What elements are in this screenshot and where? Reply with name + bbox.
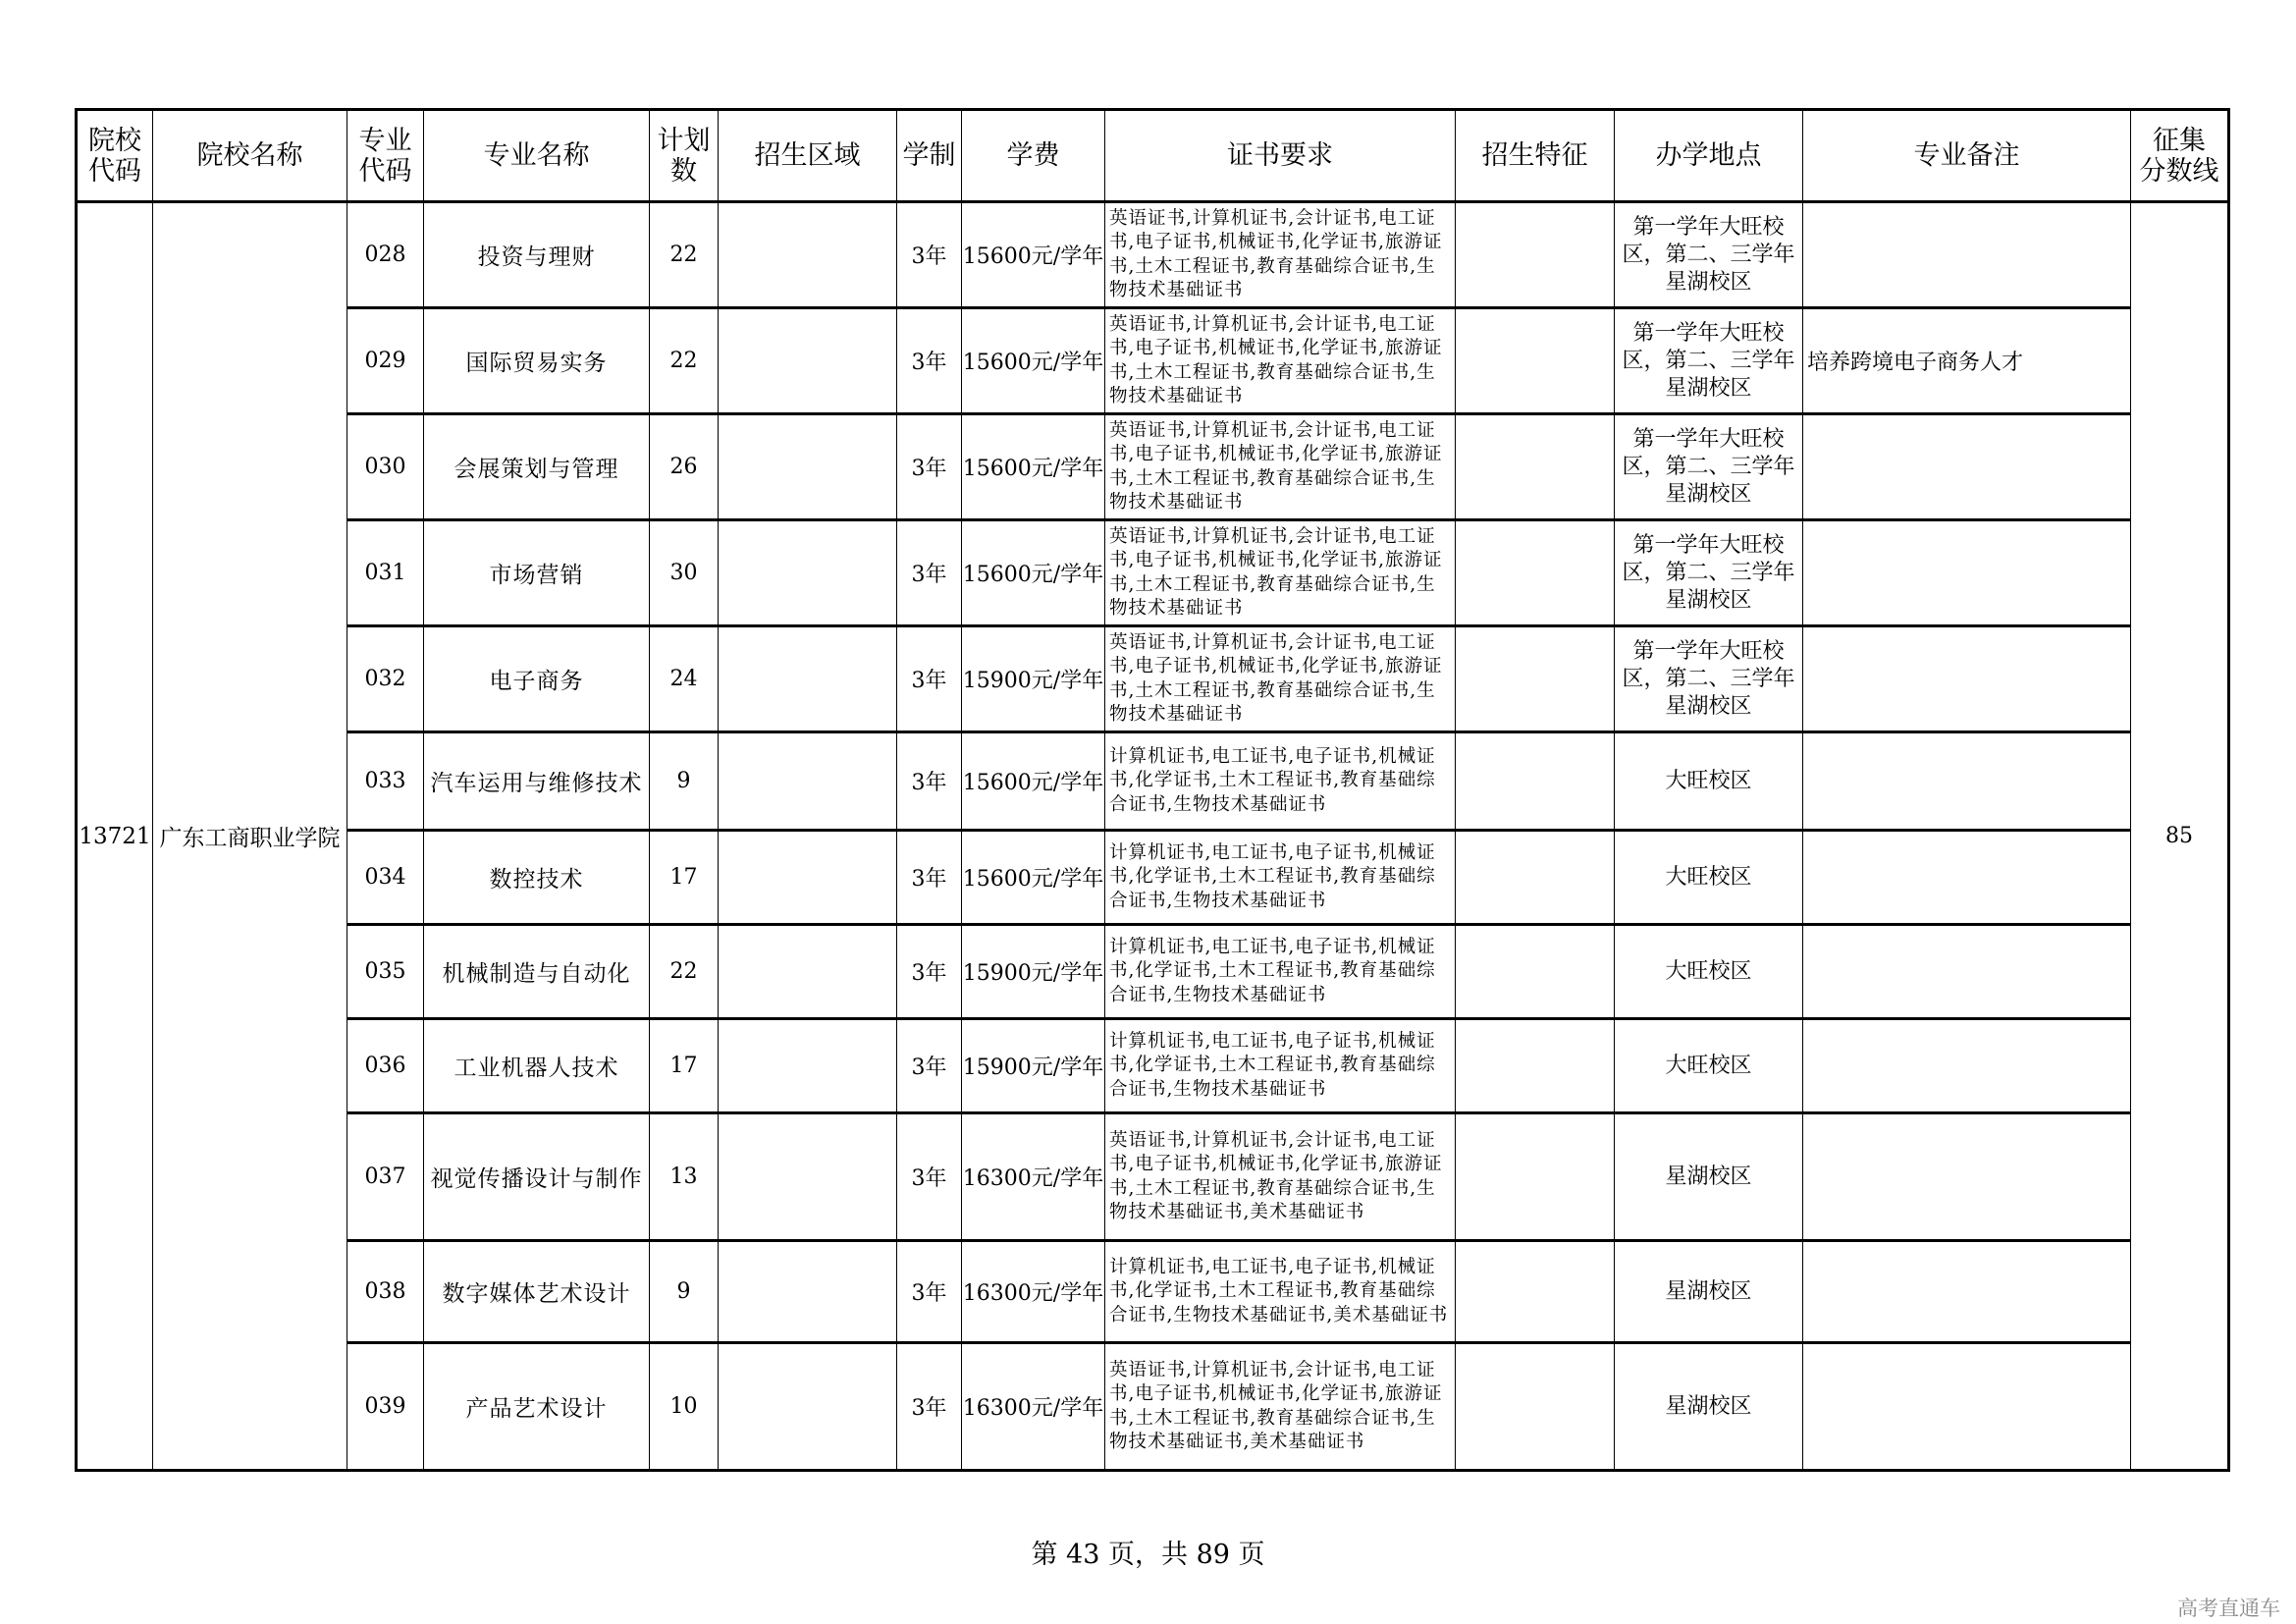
duration-cell: 3年 bbox=[897, 520, 962, 626]
tuition-cell: 15600元/学年 bbox=[962, 732, 1105, 831]
certificate-cell: 计算机证书,电工证书,电子证书,机械证书,化学证书,土木工程证书,教育基础综合证书,生物技术基础证书 bbox=[1105, 732, 1456, 831]
location-cell: 第一学年大旺校区，第二、三学年星湖校区 bbox=[1615, 202, 1803, 308]
table-row bbox=[77, 202, 2229, 308]
note-cell bbox=[1803, 831, 2131, 925]
region-cell bbox=[719, 732, 897, 831]
major-code-cell: 037 bbox=[347, 1113, 424, 1241]
tuition-cell: 15900元/学年 bbox=[962, 1019, 1105, 1113]
certificate-cell: 英语证书,计算机证书,会计证书,电工证书,电子证书,机械证书,化学证书,旅游证书,土木工程证书,教育基础综合证书,生物技术基础证书 bbox=[1105, 520, 1456, 626]
major-name-cell: 国际贸易实务 bbox=[424, 308, 650, 414]
note-cell bbox=[1803, 1343, 2131, 1471]
note-cell bbox=[1803, 202, 2131, 308]
major-code-cell: 036 bbox=[347, 1019, 424, 1113]
feature-cell bbox=[1456, 414, 1615, 520]
note-cell bbox=[1803, 1019, 2131, 1113]
major-name-cell: 会展策划与管理 bbox=[424, 414, 650, 520]
duration-cell: 3年 bbox=[897, 1241, 962, 1343]
major-name-cell: 视觉传播设计与制作 bbox=[424, 1113, 650, 1241]
certificate-cell: 英语证书,计算机证书,会计证书,电工证书,电子证书,机械证书,化学证书,旅游证书,土木工程证书,教育基础综合证书,生物技术基础证书 bbox=[1105, 202, 1456, 308]
plan-count-cell: 30 bbox=[650, 520, 719, 626]
major-code-cell: 034 bbox=[347, 831, 424, 925]
feature-cell bbox=[1456, 202, 1615, 308]
location-cell: 第一学年大旺校区，第二、三学年星湖校区 bbox=[1615, 520, 1803, 626]
major-code-cell: 033 bbox=[347, 732, 424, 831]
table-row bbox=[77, 1241, 2229, 1343]
table-row bbox=[77, 414, 2229, 520]
header-location: 办学地点 bbox=[1615, 110, 1803, 202]
note-cell bbox=[1803, 520, 2131, 626]
feature-cell bbox=[1456, 831, 1615, 925]
duration-cell: 3年 bbox=[897, 1343, 962, 1471]
feature-cell bbox=[1456, 626, 1615, 732]
certificate-cell: 英语证书,计算机证书,会计证书,电工证书,电子证书,机械证书,化学证书,旅游证书,土木工程证书,教育基础综合证书,生物技术基础证书 bbox=[1105, 308, 1456, 414]
location-cell: 大旺校区 bbox=[1615, 1019, 1803, 1113]
feature-cell bbox=[1456, 520, 1615, 626]
table-row bbox=[77, 732, 2229, 831]
plan-count-cell: 22 bbox=[650, 925, 719, 1019]
tuition-cell: 15900元/学年 bbox=[962, 925, 1105, 1019]
header-major-name: 专业名称 bbox=[424, 110, 650, 202]
region-cell bbox=[719, 925, 897, 1019]
major-code-cell: 032 bbox=[347, 626, 424, 732]
table-body bbox=[77, 202, 2229, 1471]
major-name-cell: 数控技术 bbox=[424, 831, 650, 925]
enrollment-table bbox=[75, 108, 2230, 1472]
header-cutoff: 征集 分数线 bbox=[2131, 110, 2229, 202]
note-cell bbox=[1803, 1113, 2131, 1241]
location-cell: 第一学年大旺校区，第二、三学年星湖校区 bbox=[1615, 414, 1803, 520]
plan-count-cell: 22 bbox=[650, 308, 719, 414]
tuition-cell: 15600元/学年 bbox=[962, 308, 1105, 414]
header-feature: 招生特征 bbox=[1456, 110, 1615, 202]
tuition-cell: 15600元/学年 bbox=[962, 831, 1105, 925]
cutoff-cell: 85 bbox=[2131, 202, 2229, 1471]
region-cell bbox=[719, 626, 897, 732]
note-cell bbox=[1803, 626, 2131, 732]
duration-cell: 3年 bbox=[897, 732, 962, 831]
header-certificate: 证书要求 bbox=[1105, 110, 1456, 202]
table-row bbox=[77, 626, 2229, 732]
location-cell: 星湖校区 bbox=[1615, 1241, 1803, 1343]
table-row bbox=[77, 1343, 2229, 1471]
region-cell bbox=[719, 414, 897, 520]
plan-count-cell: 9 bbox=[650, 732, 719, 831]
tuition-cell: 16300元/学年 bbox=[962, 1241, 1105, 1343]
major-name-cell: 市场营销 bbox=[424, 520, 650, 626]
feature-cell bbox=[1456, 1113, 1615, 1241]
header-plan-count: 计划 数 bbox=[650, 110, 719, 202]
table-row bbox=[77, 1019, 2229, 1113]
school-name-cell: 广东工商职业学院 bbox=[153, 202, 347, 1471]
plan-count-cell: 13 bbox=[650, 1113, 719, 1241]
certificate-cell: 计算机证书,电工证书,电子证书,机械证书,化学证书,土木工程证书,教育基础综合证书,生物技术基础证书 bbox=[1105, 1019, 1456, 1113]
header-major-code: 专业 代码 bbox=[347, 110, 424, 202]
major-name-cell: 数字媒体艺术设计 bbox=[424, 1241, 650, 1343]
location-cell: 大旺校区 bbox=[1615, 732, 1803, 831]
feature-cell bbox=[1456, 1241, 1615, 1343]
note-cell bbox=[1803, 925, 2131, 1019]
table-row bbox=[77, 1113, 2229, 1241]
header-note: 专业备注 bbox=[1803, 110, 2131, 202]
duration-cell: 3年 bbox=[897, 308, 962, 414]
major-code-cell: 028 bbox=[347, 202, 424, 308]
plan-count-cell: 9 bbox=[650, 1241, 719, 1343]
certificate-cell: 英语证书,计算机证书,会计证书,电工证书,电子证书,机械证书,化学证书,旅游证书,土木工程证书,教育基础综合证书,生物技术基础证书 bbox=[1105, 414, 1456, 520]
tuition-cell: 15600元/学年 bbox=[962, 202, 1105, 308]
location-cell: 第一学年大旺校区，第二、三学年星湖校区 bbox=[1615, 308, 1803, 414]
feature-cell bbox=[1456, 1019, 1615, 1113]
region-cell bbox=[719, 202, 897, 308]
location-cell: 大旺校区 bbox=[1615, 925, 1803, 1019]
header-school-name: 院校名称 bbox=[153, 110, 347, 202]
tuition-cell: 15900元/学年 bbox=[962, 626, 1105, 732]
major-code-cell: 029 bbox=[347, 308, 424, 414]
tuition-cell: 16300元/学年 bbox=[962, 1343, 1105, 1471]
certificate-cell: 计算机证书,电工证书,电子证书,机械证书,化学证书,土木工程证书,教育基础综合证书,生物技术基础证书 bbox=[1105, 925, 1456, 1019]
major-code-cell: 030 bbox=[347, 414, 424, 520]
duration-cell: 3年 bbox=[897, 202, 962, 308]
page-footer: 第 43 页，共 89 页 bbox=[1031, 1540, 1265, 1570]
region-cell bbox=[719, 1241, 897, 1343]
certificate-cell: 英语证书,计算机证书,会计证书,电工证书,电子证书,机械证书,化学证书,旅游证书,土木工程证书,教育基础综合证书,生物技术基础证书,美术基础证书 bbox=[1105, 1113, 1456, 1241]
header-tuition: 学费 bbox=[962, 110, 1105, 202]
table-row bbox=[77, 925, 2229, 1019]
plan-count-cell: 22 bbox=[650, 202, 719, 308]
duration-cell: 3年 bbox=[897, 1113, 962, 1241]
major-code-cell: 035 bbox=[347, 925, 424, 1019]
major-code-cell: 038 bbox=[347, 1241, 424, 1343]
watermark: 高考直通车 bbox=[2177, 1597, 2280, 1620]
region-cell bbox=[719, 1343, 897, 1471]
location-cell: 星湖校区 bbox=[1615, 1343, 1803, 1471]
major-code-cell: 031 bbox=[347, 520, 424, 626]
plan-count-cell: 26 bbox=[650, 414, 719, 520]
feature-cell bbox=[1456, 1343, 1615, 1471]
certificate-cell: 英语证书,计算机证书,会计证书,电工证书,电子证书,机械证书,化学证书,旅游证书,土木工程证书,教育基础综合证书,生物技术基础证书 bbox=[1105, 626, 1456, 732]
region-cell bbox=[719, 520, 897, 626]
plan-count-cell: 17 bbox=[650, 1019, 719, 1113]
major-name-cell: 电子商务 bbox=[424, 626, 650, 732]
plan-count-cell: 10 bbox=[650, 1343, 719, 1471]
tuition-cell: 15600元/学年 bbox=[962, 414, 1105, 520]
plan-count-cell: 24 bbox=[650, 626, 719, 732]
note-cell: 培养跨境电子商务人才 bbox=[1803, 308, 2131, 414]
certificate-cell: 计算机证书,电工证书,电子证书,机械证书,化学证书,土木工程证书,教育基础综合证书,生物技术基础证书,美术基础证书 bbox=[1105, 1241, 1456, 1343]
duration-cell: 3年 bbox=[897, 1019, 962, 1113]
note-cell bbox=[1803, 1241, 2131, 1343]
region-cell bbox=[719, 831, 897, 925]
table-row bbox=[77, 520, 2229, 626]
region-cell bbox=[719, 308, 897, 414]
major-name-cell: 产品艺术设计 bbox=[424, 1343, 650, 1471]
header-row bbox=[77, 110, 2229, 202]
duration-cell: 3年 bbox=[897, 414, 962, 520]
certificate-cell: 计算机证书,电工证书,电子证书,机械证书,化学证书,土木工程证书,教育基础综合证书,生物技术基础证书 bbox=[1105, 831, 1456, 925]
header-school-code: 院校 代码 bbox=[77, 110, 153, 202]
major-name-cell: 投资与理财 bbox=[424, 202, 650, 308]
feature-cell bbox=[1456, 925, 1615, 1019]
certificate-cell: 英语证书,计算机证书,会计证书,电工证书,电子证书,机械证书,化学证书,旅游证书,土木工程证书,教育基础综合证书,生物技术基础证书,美术基础证书 bbox=[1105, 1343, 1456, 1471]
major-name-cell: 工业机器人技术 bbox=[424, 1019, 650, 1113]
major-name-cell: 汽车运用与维修技术 bbox=[424, 732, 650, 831]
tuition-cell: 15600元/学年 bbox=[962, 520, 1105, 626]
note-cell bbox=[1803, 732, 2131, 831]
tuition-cell: 16300元/学年 bbox=[962, 1113, 1105, 1241]
duration-cell: 3年 bbox=[897, 925, 962, 1019]
region-cell bbox=[719, 1019, 897, 1113]
table-row bbox=[77, 308, 2229, 414]
location-cell: 星湖校区 bbox=[1615, 1113, 1803, 1241]
location-cell: 大旺校区 bbox=[1615, 831, 1803, 925]
location-cell: 第一学年大旺校区，第二、三学年星湖校区 bbox=[1615, 626, 1803, 732]
feature-cell bbox=[1456, 308, 1615, 414]
plan-count-cell: 17 bbox=[650, 831, 719, 925]
note-cell bbox=[1803, 414, 2131, 520]
duration-cell: 3年 bbox=[897, 626, 962, 732]
header-region: 招生区域 bbox=[719, 110, 897, 202]
region-cell bbox=[719, 1113, 897, 1241]
table-row bbox=[77, 831, 2229, 925]
major-name-cell: 机械制造与自动化 bbox=[424, 925, 650, 1019]
header-duration: 学制 bbox=[897, 110, 962, 202]
duration-cell: 3年 bbox=[897, 831, 962, 925]
feature-cell bbox=[1456, 732, 1615, 831]
major-code-cell: 039 bbox=[347, 1343, 424, 1471]
school-code-cell: 13721 bbox=[77, 202, 153, 1471]
